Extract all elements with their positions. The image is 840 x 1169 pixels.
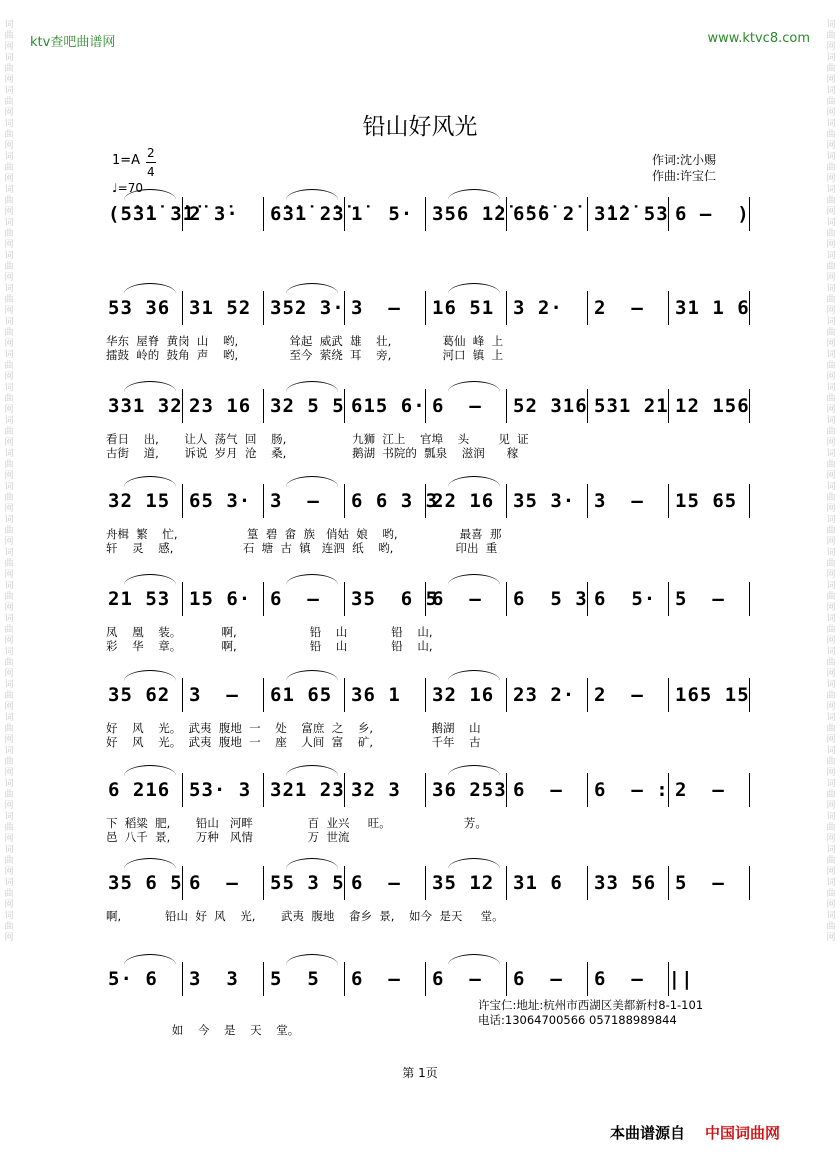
bar-line bbox=[749, 582, 750, 616]
measure: 35 6 5 bbox=[108, 872, 183, 894]
measure: (5̇3̇1̇ 3̇1̇ bbox=[108, 203, 196, 225]
notation-line bbox=[104, 968, 754, 994]
measure: 6 – bbox=[432, 968, 482, 990]
site-url[interactable]: www.ktvc8.com bbox=[707, 31, 810, 46]
slur bbox=[124, 954, 176, 965]
bar-line bbox=[587, 678, 588, 712]
measure: 6̇3̇1̇ 2̇3̇ bbox=[270, 203, 345, 225]
measure: 16 51 bbox=[432, 297, 495, 319]
slur bbox=[286, 283, 338, 294]
measure: 356 1̇2̇ bbox=[432, 203, 507, 225]
measure: 31 52 bbox=[189, 297, 252, 319]
bar-line bbox=[344, 678, 345, 712]
bar-line bbox=[344, 484, 345, 518]
bar-line bbox=[506, 389, 507, 423]
slur bbox=[448, 381, 500, 392]
address bbox=[478, 998, 703, 1028]
measure: 6̇5̇6̇ 2̇ bbox=[513, 203, 576, 225]
time-sig-denominator: 4 bbox=[147, 165, 155, 179]
time-sig-numerator: 2 bbox=[146, 144, 156, 163]
measure: 52 316 bbox=[513, 395, 588, 417]
bar-line bbox=[263, 582, 264, 616]
bar-line bbox=[506, 484, 507, 518]
slur bbox=[286, 574, 338, 585]
measure: 3̇1̇2̇ 53 bbox=[594, 203, 669, 225]
bar-line bbox=[749, 773, 750, 807]
bar-line bbox=[425, 582, 426, 616]
bar-line bbox=[587, 389, 588, 423]
bar-line bbox=[182, 866, 183, 900]
time-signature bbox=[146, 144, 156, 181]
bar-line bbox=[425, 678, 426, 712]
bar-line bbox=[344, 866, 345, 900]
bar-line bbox=[344, 962, 345, 996]
bar-line bbox=[344, 389, 345, 423]
bar-line bbox=[263, 962, 264, 996]
bar-line bbox=[344, 582, 345, 616]
bar-line bbox=[506, 291, 507, 325]
lyric-line-2: 如 今 是 天 堂。 bbox=[106, 1023, 300, 1037]
bar-line bbox=[749, 678, 750, 712]
measure: 6 – : bbox=[594, 779, 669, 801]
bar-line bbox=[344, 773, 345, 807]
bar-line bbox=[587, 197, 588, 231]
measure: 1̇ 5· bbox=[351, 203, 414, 225]
bar-line bbox=[587, 962, 588, 996]
site-name[interactable]: ktv查吧曲谱网 bbox=[30, 35, 116, 50]
notation-line bbox=[104, 872, 754, 898]
measure: 23 2· bbox=[513, 684, 576, 706]
measure: 55 3 5 bbox=[270, 872, 345, 894]
measure: 531 21 bbox=[594, 395, 669, 417]
measure: 6 – bbox=[513, 968, 563, 990]
notation-line bbox=[104, 490, 754, 516]
bar-line bbox=[263, 678, 264, 712]
slur bbox=[286, 954, 338, 965]
lyric-line-1: 下 稻粱 肥, 铅山 河畔 百 业兴 旺。 芳。 bbox=[106, 816, 487, 830]
bar-line bbox=[506, 773, 507, 807]
bar-line bbox=[425, 291, 426, 325]
measure: 615 6· bbox=[351, 395, 426, 417]
bar-line bbox=[506, 582, 507, 616]
source-label: 本曲谱源自 bbox=[610, 1124, 686, 1142]
measure: 5 – bbox=[675, 588, 725, 610]
slur bbox=[448, 283, 500, 294]
notation-line bbox=[104, 588, 754, 614]
bar-line bbox=[668, 484, 669, 518]
measure: 53 36 bbox=[108, 297, 171, 319]
measure: 3 – bbox=[351, 297, 401, 319]
bar-line bbox=[425, 773, 426, 807]
bar-line bbox=[263, 484, 264, 518]
notation-line bbox=[104, 779, 754, 805]
measure: 6 – bbox=[351, 968, 401, 990]
measure: 15 6· bbox=[189, 588, 252, 610]
bar-line bbox=[425, 866, 426, 900]
measure: 61 65 bbox=[270, 684, 333, 706]
source-brand[interactable]: 中国词曲网 bbox=[705, 1124, 781, 1142]
lyric-line-2: 彩 华 章。 啊, 铅 山 铅 山, bbox=[106, 639, 433, 653]
bar-line bbox=[425, 962, 426, 996]
bar-line bbox=[263, 389, 264, 423]
slur bbox=[448, 858, 500, 869]
measure: 22 16 bbox=[432, 490, 495, 512]
slur bbox=[286, 765, 338, 776]
bar-line bbox=[263, 773, 264, 807]
measure: 6 – bbox=[270, 588, 320, 610]
slur bbox=[124, 574, 176, 585]
phone-line: 电话:13064700566 057188989844 bbox=[478, 1013, 677, 1027]
page-number: 第 1页 bbox=[402, 1066, 438, 1080]
measure: 5· 6 bbox=[108, 968, 158, 990]
bar-line bbox=[587, 773, 588, 807]
credits bbox=[652, 152, 716, 184]
measure: 53· 3 bbox=[189, 779, 252, 801]
lyric-line-2: 好 风 光。 武夷 腹地 一 座 人间 富 矿, 千年 古 bbox=[106, 735, 481, 749]
bar-line bbox=[263, 197, 264, 231]
key-signature: 1=A bbox=[112, 153, 141, 168]
notation-line bbox=[104, 395, 754, 421]
bar-line bbox=[263, 866, 264, 900]
measure: 2̇ 3̇· bbox=[189, 203, 239, 225]
tempo-marking: ♩=70 bbox=[112, 181, 143, 195]
bar-line bbox=[749, 866, 750, 900]
bar-line bbox=[344, 291, 345, 325]
measure: 32 5 5 bbox=[270, 395, 345, 417]
bar-line bbox=[182, 582, 183, 616]
measure: 6 5 3 bbox=[513, 588, 588, 610]
measure: 65 3· bbox=[189, 490, 252, 512]
bar-line bbox=[506, 678, 507, 712]
bar-line bbox=[506, 197, 507, 231]
lyric-line-2: 擂鼓 岭的 鼓角 声 哟, 至今 萦绕 耳 旁, 河口 镇 上 bbox=[106, 348, 504, 362]
notation-line bbox=[104, 203, 754, 229]
bar-line bbox=[668, 678, 669, 712]
bar-line bbox=[749, 197, 750, 231]
slur bbox=[448, 476, 500, 487]
measure: 15 65 bbox=[675, 490, 738, 512]
bar-line bbox=[749, 291, 750, 325]
slur bbox=[286, 381, 338, 392]
measure: 2 – bbox=[594, 684, 644, 706]
measure: 32 15 bbox=[108, 490, 171, 512]
slur bbox=[124, 765, 176, 776]
source-credit bbox=[610, 1122, 780, 1143]
slur bbox=[448, 189, 500, 200]
lyric-line-2: 古街 道, 诉说 岁月 沧 桑, 鹅湖 书院的 瓢泉 滋润 稼 bbox=[106, 446, 519, 460]
bar-line bbox=[749, 389, 750, 423]
measure: 321 23 bbox=[270, 779, 345, 801]
slur bbox=[448, 574, 500, 585]
measure: 6 – bbox=[432, 395, 482, 417]
bar-line bbox=[587, 866, 588, 900]
measure: 6 – bbox=[513, 779, 563, 801]
slur bbox=[124, 858, 176, 869]
measure: 6 – bbox=[432, 588, 482, 610]
bar-line bbox=[668, 866, 669, 900]
lyric-line-2: 邑 八千 景, 万种 风情 万 世流 bbox=[106, 830, 350, 844]
side-watermark-right: 词曲网词曲网词曲网词曲网词曲网词曲网词曲网词曲网词曲网词曲网词曲网词曲网词曲网词曲网词曲网词曲网词曲网词曲网词曲网词曲网词曲网词曲网词曲网词曲网词曲网词曲网词曲网词曲网 bbox=[826, 20, 836, 943]
measure: 21 53 bbox=[108, 588, 171, 610]
measure: 32 16 bbox=[432, 684, 495, 706]
song-title: 铅山好风光 bbox=[362, 114, 478, 140]
slur bbox=[124, 283, 176, 294]
measure: 331 32 bbox=[108, 395, 183, 417]
bar-line bbox=[182, 678, 183, 712]
measure: 3 – bbox=[270, 490, 320, 512]
lyricist: 作词:沈小赐 bbox=[652, 153, 717, 167]
measure: 33 56 bbox=[594, 872, 657, 894]
bar-line bbox=[182, 197, 183, 231]
measure: 6 216 bbox=[108, 779, 171, 801]
bar-line bbox=[182, 773, 183, 807]
measure: 6 5· bbox=[594, 588, 657, 610]
measure: 3 2· bbox=[513, 297, 563, 319]
measure: 31 1 6 bbox=[675, 297, 750, 319]
bar-line bbox=[587, 291, 588, 325]
measure: 3 3 bbox=[189, 968, 239, 990]
slur bbox=[124, 476, 176, 487]
bar-line bbox=[668, 962, 669, 996]
bar-line bbox=[668, 197, 669, 231]
measure: 6 – || bbox=[594, 968, 694, 990]
bar-line bbox=[668, 291, 669, 325]
lyric-line-1: 华东 屋脊 黄岗 山 哟, 耸起 威武 雄 壮, 葛仙 峰 上 bbox=[106, 334, 504, 348]
bar-line bbox=[425, 197, 426, 231]
measure: 35 3· bbox=[513, 490, 576, 512]
measure: 36 1 bbox=[351, 684, 401, 706]
measure: 6 6 3 3 bbox=[351, 490, 439, 512]
bar-line bbox=[425, 389, 426, 423]
measure: 6 – bbox=[189, 872, 239, 894]
measure: 165 15 bbox=[675, 684, 750, 706]
bar-line bbox=[182, 484, 183, 518]
bar-line bbox=[182, 962, 183, 996]
measure: 5 5 bbox=[270, 968, 320, 990]
bar-line bbox=[263, 291, 264, 325]
measure: 23 16 bbox=[189, 395, 252, 417]
measure: 31 6 bbox=[513, 872, 563, 894]
lyric-line-1: 啊, 铅山 好 风 光, 武夷 腹地 畲乡 景, 如今 是天 堂。 bbox=[106, 909, 504, 923]
measure: 352 3· bbox=[270, 297, 345, 319]
notation-line bbox=[104, 684, 754, 710]
side-watermark-left: 词曲网词曲网词曲网词曲网词曲网词曲网词曲网词曲网词曲网词曲网词曲网词曲网词曲网词曲网词曲网词曲网词曲网词曲网词曲网词曲网词曲网词曲网词曲网词曲网词曲网词曲网词曲网词曲网 bbox=[4, 20, 14, 943]
bar-line bbox=[182, 389, 183, 423]
composer: 作曲:许宝仁 bbox=[652, 169, 717, 183]
bar-line bbox=[587, 582, 588, 616]
measure: 35 12 bbox=[432, 872, 495, 894]
measure: 2 – bbox=[594, 297, 644, 319]
address-line: 许宝仁:地址:杭州市西湖区美都新村8-1-101 bbox=[478, 998, 704, 1012]
bar-line bbox=[425, 484, 426, 518]
lyric-line-1: 凤 凰 装。 啊, 铅 山 铅 山, bbox=[106, 625, 433, 639]
bar-line bbox=[506, 962, 507, 996]
slur bbox=[448, 670, 500, 681]
slur bbox=[124, 381, 176, 392]
bar-line bbox=[668, 389, 669, 423]
measure: 3 – bbox=[594, 490, 644, 512]
slur bbox=[448, 954, 500, 965]
lyric-line-1: 看日 出, 让人 荡气 回 肠, 九狮 江上 官埠 头 见 证 bbox=[106, 432, 529, 446]
measure: 6 – ) bbox=[675, 203, 750, 225]
bar-line bbox=[749, 484, 750, 518]
bar-line bbox=[182, 291, 183, 325]
measure: 5 – bbox=[675, 872, 725, 894]
measure: 3 – bbox=[189, 684, 239, 706]
slur bbox=[286, 670, 338, 681]
notation-line bbox=[104, 297, 754, 323]
slur bbox=[286, 476, 338, 487]
measure: 12 156 bbox=[675, 395, 750, 417]
bar-line bbox=[506, 866, 507, 900]
slur bbox=[286, 858, 338, 869]
lyric-line-2: 轩 灵 感, 石 塘 古 镇 连泗 纸 哟, 印出 重 bbox=[106, 541, 498, 555]
bar-line bbox=[668, 773, 669, 807]
bar-line bbox=[668, 582, 669, 616]
measure: 35 62 bbox=[108, 684, 171, 706]
measure: 2 – bbox=[675, 779, 725, 801]
lyric-line-1: 舟楫 繁 忙, 篁 碧 畲 族 俏姑 娘 哟, 最喜 那 bbox=[106, 527, 502, 541]
bar-line bbox=[344, 197, 345, 231]
measure: 32 3 bbox=[351, 779, 401, 801]
slur bbox=[124, 670, 176, 681]
measure: 6 – bbox=[351, 872, 401, 894]
slur bbox=[286, 189, 338, 200]
measure: 36 253 bbox=[432, 779, 507, 801]
measure: 35 6 5 bbox=[351, 588, 439, 610]
lyric-line-1: 好 风 光。 武夷 腹地 一 处 富庶 之 乡, 鹅湖 山 bbox=[106, 721, 481, 735]
bar-line bbox=[587, 484, 588, 518]
slur bbox=[448, 765, 500, 776]
